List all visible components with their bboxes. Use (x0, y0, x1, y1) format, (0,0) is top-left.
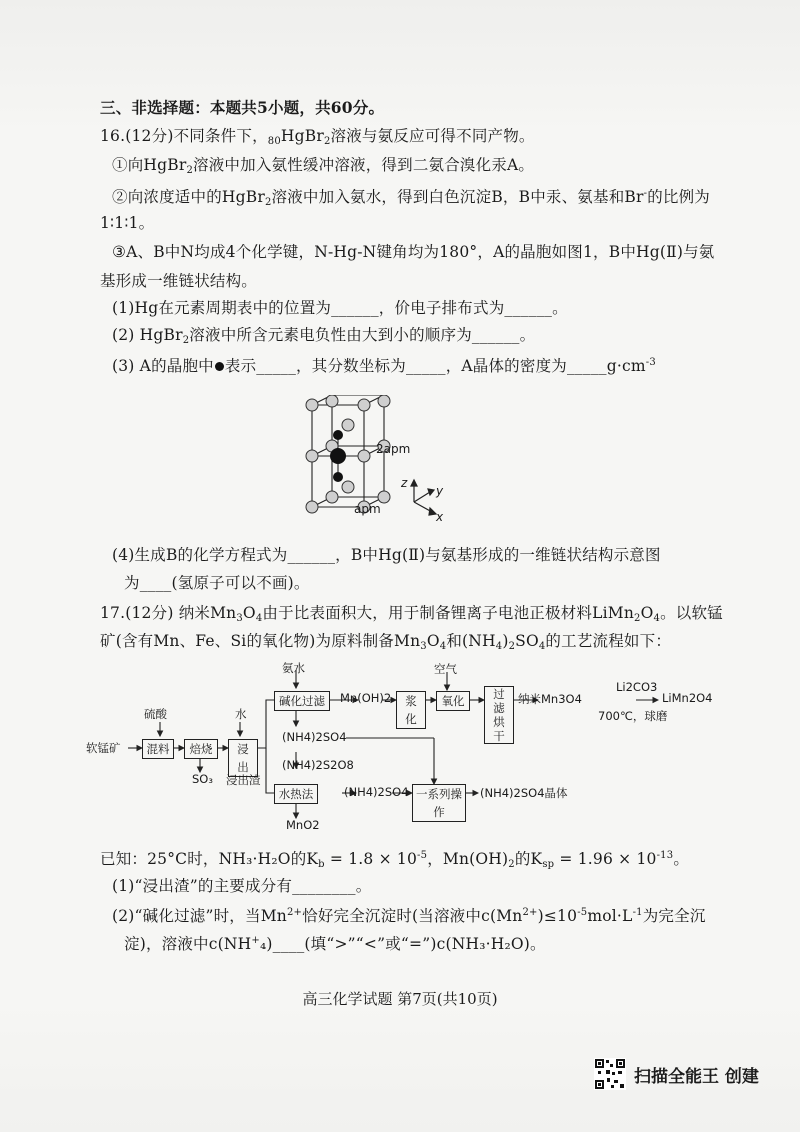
label-nh4so4-crystal: (NH4)2SO4晶体 (480, 786, 568, 800)
label-sulfuric: 硫酸 (144, 707, 167, 721)
label-mnoh2: Mn(OH)2 (340, 691, 392, 705)
q16-part4-cont: 为____(氢原子可以不画)。 (124, 574, 310, 592)
box-leach: 浸出 (228, 739, 258, 777)
q17-part1: (1)“浸出渣”的主要成分有________。 (112, 877, 372, 895)
box-slurry: 浆化 (396, 691, 426, 729)
q16-step3: ③A、B中N均成4个化学键，N-Hg-N键角均为180°，A的晶胞如图1，B中Hg(Ⅱ)与氨 (112, 243, 715, 261)
axis-z-label: z (401, 476, 408, 490)
label-apm: apm (354, 502, 381, 516)
q17-stem-cont: 矿(含有Mn、Fe、Si的氧化物)为原料制备$Mn_3O_4$和$(NH_4)_2SO_4$的工艺流程如下： (100, 632, 672, 652)
box-hydrothermal: 水热法 (274, 784, 318, 804)
label-water: 水 (235, 707, 247, 721)
box-filter-dry: 过滤 烘干 (484, 686, 514, 744)
label-air: 空气 (434, 662, 457, 676)
section-heading: 三、非选择题：本题共5小题，共60分。 (100, 98, 385, 117)
q16-step3-cont: 基形成一维链状结构。 (100, 272, 258, 290)
box-series-ops: 一系列操作 (412, 784, 466, 822)
label-ore: 软锰矿 (86, 741, 121, 755)
label-ammonia: 氨水 (282, 661, 305, 675)
label-nh4so4-a: (NH4)2SO4 (282, 730, 347, 744)
label-condition: 700℃，球磨 (598, 709, 668, 723)
label-mno2: MnO2 (286, 818, 320, 832)
q16-part4: (4)生成B的化学方程式为______，B中Hg(Ⅱ)与氨基形成的一维链状结构示意图 (112, 546, 661, 564)
process-flow-diagram (86, 660, 726, 835)
qr-code-icon (594, 1058, 626, 1090)
q16-part2: (2) HgBr$_2$溶液中所含元素电负性由大到小的顺序为______。 (112, 326, 536, 346)
label-2apm: 2apm (376, 442, 411, 456)
axis-x-label: x (436, 510, 444, 524)
page-footer: 高三化学试题 第7页(共10页) (302, 990, 498, 1008)
label-residue: 浸出渣 (226, 773, 261, 787)
q16-step2: ②向浓度适中的HgBr$_2$溶液中加入氨水，得到白色沉淀B，B中汞、氨基和Br-的比例为 (112, 188, 711, 208)
label-li2co3: Li2CO3 (616, 680, 658, 694)
axis-y-label: y (436, 484, 444, 498)
q16-step2-cont: 1∶1∶1。 (100, 214, 155, 232)
solid-dot-icon (215, 362, 224, 371)
q16-step1: ①向HgBr$_2$溶液中加入氨性缓冲溶液，得到二氨合溴化汞A。 (112, 156, 535, 176)
label-persulfate: (NH4)2S2O8 (282, 758, 354, 772)
label-limn2o4: LiMn2O4 (662, 691, 713, 705)
q16-stem: 16.(12分)不同条件下，$_{80}$HgBr$_2$溶液与氨反应可得不同产物。 (100, 127, 535, 147)
label-so3: SO₃ (192, 772, 213, 786)
box-alkali-filter: 碱化过滤 (274, 691, 330, 711)
q16-part3: (3) A的晶胞中 表示_____，其分数坐标为_____，A晶体的密度为$\_\_\_\_\_g\cdot cm^{-3}$ (112, 357, 656, 375)
label-nano-mn3o4: 纳米Mn3O4 (518, 692, 582, 706)
q17-known: 已知：25°C时，NH₃·H₂O的$K_b = 1.8 \times 10^{-5}$，$Mn(OH)_2$的$K_{sp} = 1.96 \times 10^{-13}$。 (100, 850, 690, 870)
q16-part1: (1)Hg在元素周期表中的位置为______，价电子排布式为______。 (112, 299, 568, 317)
box-mix: 混料 (142, 739, 174, 759)
q17-part2: (2)“碱化过滤”时，当$Mn^{2+}$恰好完全沉淀时(当溶液中$c(Mn^{2+})\le 10^{-5}mol\cdot L^{-1}$为完全沉 (112, 907, 706, 925)
box-roast: 焙烧 (184, 739, 218, 759)
scanner-watermark (594, 1058, 759, 1090)
q17-stem: 17.(12分) 纳米$Mn_3O_4$由于比表面积大，用于制备锂离子电池正极材料$LiMn_2O_4$。以软锰 (100, 604, 723, 624)
label-nh4so4-b: (NH4)2SO4 (344, 785, 409, 799)
box-oxidize: 氧化 (436, 691, 470, 711)
q17-part2-cont: 淀)，溶液中c(NH+₄)____(填“>”“<”或“=”)c(NH₃·H₂O)。 (124, 935, 546, 953)
scanner-brand: 扫描全能王 创建 (634, 1066, 759, 1087)
